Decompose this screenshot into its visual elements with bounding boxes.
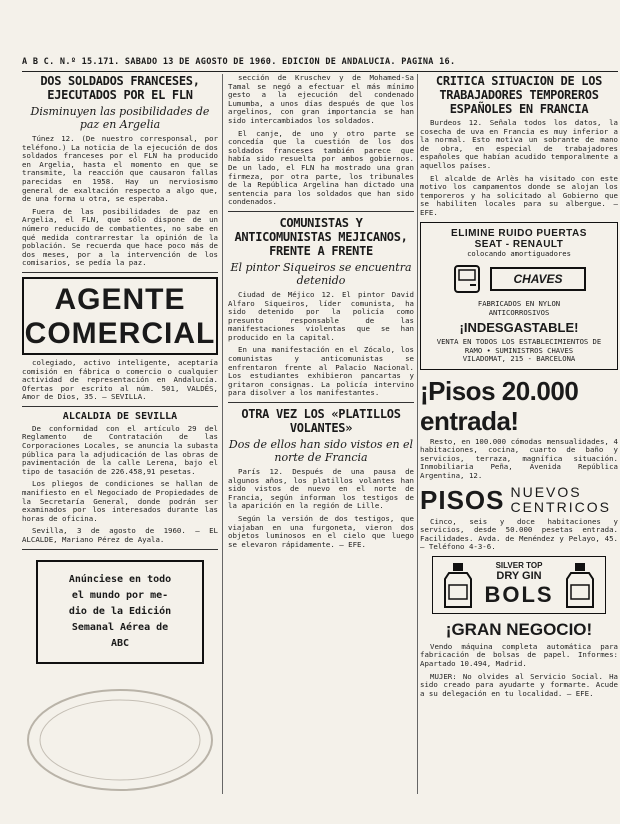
divider	[228, 211, 414, 212]
article-headline: DOS SOLDADOS FRANCESES, EJECUTADOS POR EL FLN	[40, 74, 200, 102]
ad-line: dio de la Edición	[68, 605, 172, 617]
ad-title: ELIMINE RUIDO PUERTAS	[451, 227, 587, 239]
article-body: El canje, de uno y otro parte se concedía que la cuestión de los dos soldados franceses también parece que había sido resuelta por ambos gobiernos. De un lado, el FLN ha mostrado una gran firmeza, por otra parte, los tribunales de la República Argelina han dictado una sentencia para los soldados que han sido condenados.	[228, 128, 414, 207]
article-headline: COMUNISTAS Y ANTICOMUNISTAS MEJICANOS, FRENTE A FRENTE	[234, 215, 408, 258]
chaves-ad	[420, 222, 618, 370]
chaves-logo: CHAVES	[490, 267, 586, 291]
ad-body: Cinco, seis y doce habitaciones y servicios, desde 50.000 pesetas entrada. Facilidades. Avda. de Menéndez y Pelayo, 45. — Teléfono 4-3-6.	[420, 516, 618, 552]
chaves-logo-row	[426, 262, 612, 296]
ad-line: DRY GIN	[496, 570, 542, 583]
car-door-icon	[452, 262, 482, 296]
column-1	[22, 74, 218, 796]
article-body: Según la versión de dos testigos, que viajaban en una furgoneta, vieron dos objetos luminosos en el cielo que luego se elevaron rápidamente. — EFE.	[228, 514, 414, 549]
article-body: Burdeos 12. Señala todos los datos, la cosecha de uva en Francia es muy inferior a la normal. Esto motiva un sobrante de mano de obra, en especial de trabajadores españoles que habían acudido temporalmente a aquellos países.	[420, 118, 618, 170]
gin-text	[484, 561, 553, 608]
ad-title: SEAT - RENAULT	[474, 238, 564, 250]
gin-bottle-icon	[439, 561, 477, 609]
divider	[22, 549, 218, 550]
classified-body: Vendo máquina completa automática para fabricación de bolsas de papel. Informes: Apartado 10.494, Madrid.	[420, 641, 618, 669]
article-body: Túnez 12. (De nuestro corresponsal, por teléfono.) La noticia de la ejecución de dos soldados franceses por el FLN ha producido en Argelia, hasta el momento en que se transmite, la reacción que causaron fallas parecidas en 1958. Hay un nerviosismo general de exaltación respecto a algo que, de una forma u otra, se esperaba.	[22, 134, 218, 204]
notice-signature: Sevilla, 3 de agosto de 1960. — EL ALCALDE, Mariano Pérez de Ayala.	[22, 526, 218, 544]
ad-line: ANTICORROSIVOS	[488, 307, 550, 317]
ad-line: ABC	[110, 637, 130, 649]
article-body: Ciudad de Méjico 12. El pintor David Alfaro Siqueiros, líder comunista, ha sido detenido por la policía como presunto responsable de las manifestaciones violentas que se han producido en la capital.	[228, 289, 414, 342]
ad-slogan: ¡INDESGASTABLE!	[459, 320, 579, 336]
notice-body: De conformidad con el artículo 29 del Reglamento de Contratación de las Corporaciones Locales, se anuncia la subasta pública para la adjudicación de las obras de pavimentación de la calle Lerena, bajo el tipo de tasación de 226.458,91 pesetas.	[22, 423, 218, 476]
article-subhead: El pintor Siqueiros se encuentra detenido	[230, 260, 412, 287]
page-header: A B C. N.º 15.171. SABADO 13 DE AGOSTO DE 1960. EDICION DE ANDALUCIA. PAGINA 16.	[22, 57, 456, 67]
divider	[22, 406, 218, 407]
ad-body: colegiado, activo inteligente, aceptaría comisión en fábrica o comercio o cualquier actividad de representación en Andalucía. Ofertas por escrito al núm. 501, VALDÉS, Amor de Dios, 35. — SEVILLA.	[22, 357, 218, 402]
classified-headline: ¡GRAN NEGOCIO!	[445, 619, 593, 639]
notice-title: ALCALDIA DE SEVILLA	[62, 410, 178, 422]
agente-comercial-ad	[22, 277, 218, 355]
column-2	[228, 74, 414, 796]
brand-name: BOLS	[484, 582, 554, 608]
article-body: Fuera de las posibilidades de paz en Argelia, el FLN, que sólo dispone de un número reducido de combatientes, no sabe en qué medida contrarrestar la opinión de la población. Se recuerda que hace poco más de dos meses, por a la intervención de los comisarios, se pedía la paz.	[22, 206, 218, 268]
ad-line: Anúnciese en todo	[68, 573, 172, 585]
ad-line: el mundo por me-	[71, 589, 169, 601]
ad-headline: AGENTE	[54, 282, 186, 316]
ad-line: SILVER TOP	[495, 561, 543, 571]
article-headline: OTRA VEZ LOS «PLATILLOS VOLANTES»	[241, 407, 401, 436]
article-subhead: Dos de ellos han sido vistos en el norte de Francia	[228, 438, 414, 465]
pisos-nuevos-ad	[420, 485, 618, 516]
notice-body: Los pliegos de condiciones se hallan de manifiesto en el Negociado de Propiedades de la Secretaría General, donde podrán ser examinados por los interesados durante las horas de oficina.	[22, 479, 218, 523]
ad-line: colocando amortiguadores	[467, 248, 571, 258]
ad-headline: PISOS	[420, 484, 505, 515]
ad-subhead: NUEVOS	[510, 484, 582, 500]
header-rule	[22, 71, 618, 72]
ad-line: FABRICADOS EN NYLON	[477, 299, 561, 309]
divider	[228, 402, 414, 403]
anuncie-ad	[36, 560, 204, 664]
divider	[22, 272, 218, 273]
pisos-headline: ¡Pisos 20.000 entrada!	[420, 375, 579, 436]
article-headline: CRITICA SITUACION DE LOS TRABAJADORES TEMPOREROS ESPAÑOLES EN FRANCIA	[435, 74, 603, 116]
bols-gin-ad	[432, 556, 606, 614]
classified-body: MUJER: No olvides al Servicio Social. Ha sido creado para ayudarte y formarte. Acude a su delegación en tu localidad. — EFE.	[420, 671, 618, 698]
ad-headline: COMERCIAL	[24, 316, 216, 350]
ad-subhead: CENTRICOS	[510, 499, 611, 515]
column-divider	[222, 74, 223, 794]
article-subhead: Disminuyen las posibilidades de paz en Argelia	[30, 105, 210, 131]
article-body: En una manifestación en el Zócalo, los comunistas y anticomunistas se enfrentaron frente al Palacio Nacional. Los estudiantes exhibieron pancartas y gritaron consignas. La policía intervino para disolver a los manifestantes.	[228, 345, 414, 398]
column-divider	[417, 74, 418, 794]
ad-body: Resto, en 100.000 cómodas mensualidades, 4 habitaciones, cocina, cuarto de baño y servicios, terraza, magnífica situación. Inmobiliaria Peña, Avenida República Argentina, 12.	[420, 436, 618, 480]
ad-line: VENTA EN TODOS LOS ESTABLECIMIENTOS DE RAMO • SUMINISTROS CHAVES	[436, 337, 602, 355]
ad-line: Semanal Aérea de	[71, 621, 169, 633]
ad-address: VILADOMAT, 215 - BARCELONA	[462, 354, 576, 364]
article-body: El alcalde de Arlès ha visitado con este motivo los campamentos donde se alojan los temporeros y ha solicitado al Gobierno que se habiliten locales para su albergue. — EFE.	[420, 173, 618, 217]
gin-bottle-icon	[561, 561, 599, 609]
article-body: París 12. Después de una pausa de algunos años, los platillos volantes han sido vistos de nuevo en el norte de Francia, según informan los testigos de la aparición en la región de Lille.	[228, 467, 414, 511]
column-3	[420, 74, 618, 796]
article-body: sección de Kruschev y de Mohamed-Sa Tamal se negó a efectuar el más mínimo gesto a la ejecución del condenado Lumumba, a unos días después de que los argelinos, con gran importancia se han sido intercambiados los soldados.	[228, 74, 414, 125]
